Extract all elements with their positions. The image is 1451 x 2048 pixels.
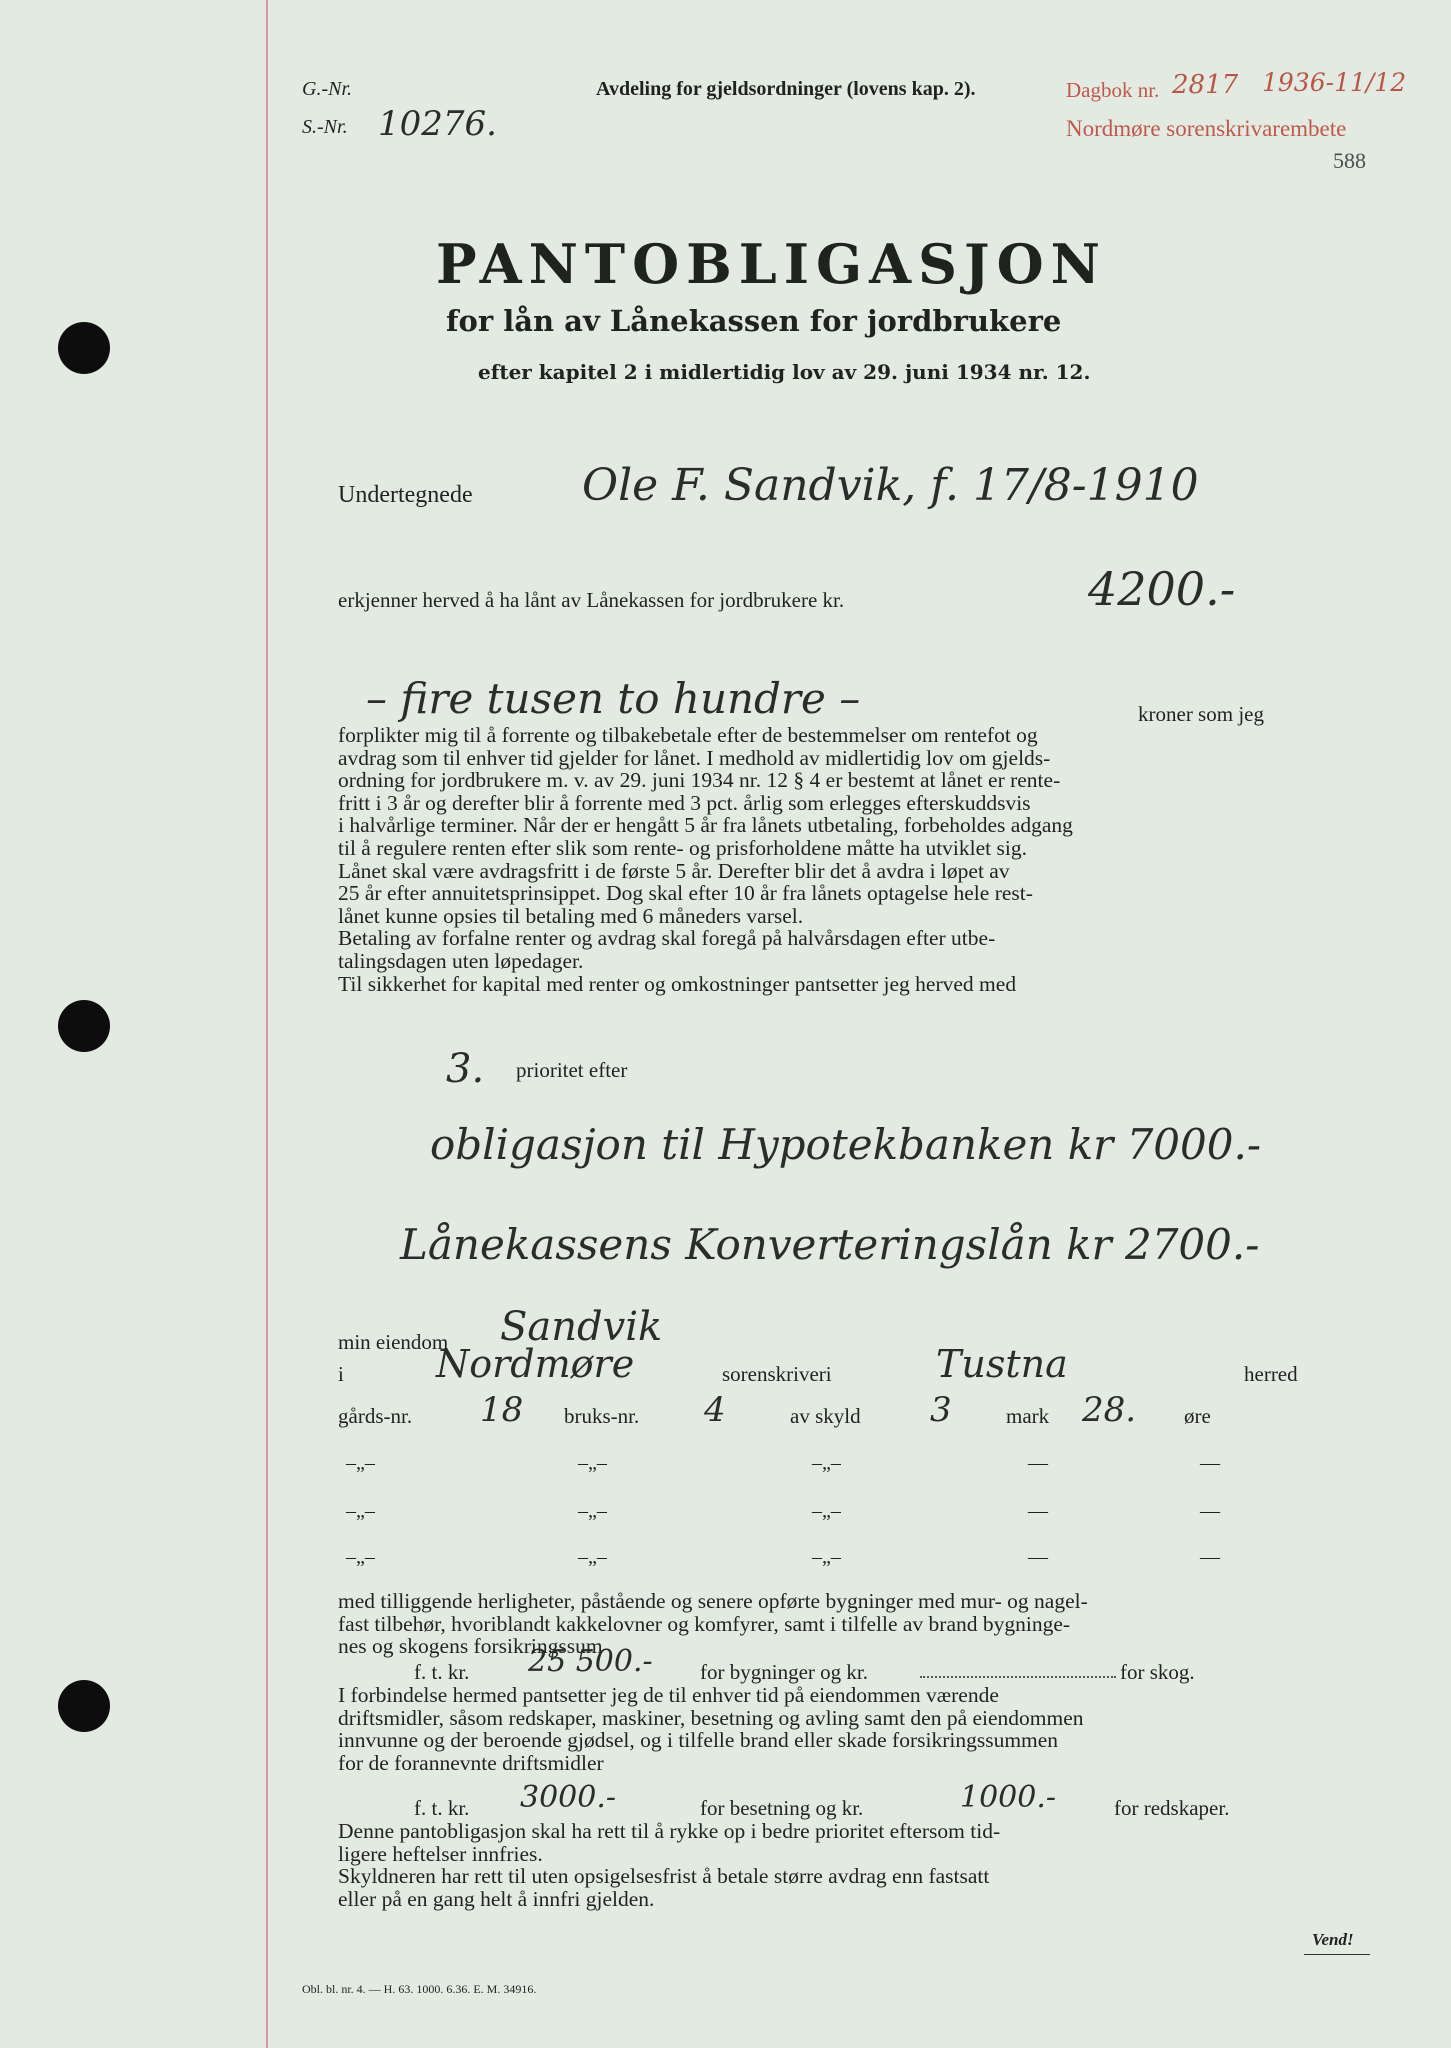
print-reference: Obl. bl. nr. 4. — H. 63. 1000. 6.36. E. M. 34916. [302,1982,537,1996]
terms-line: ordning for jordbrukere m. v. av 29. juni 1934 nr. 12 § 4 er bestemt at lånet er rente- [338,768,1061,793]
terms-line: avdrag som til enhver tid gjelder for lånet. I medhold av midlertidig lov om gjelds- [338,745,1051,770]
terms-line: i halvårlige terminer. Når der er hengått 5 år fra lånets utbetaling, forbeholdes adgang [338,813,1073,838]
document-subtitle: for lån av Lånekassen for jordbrukere [446,304,1062,338]
g-nr-label: G.-Nr. [302,78,353,100]
document-title: PANTOBLIGASJON [436,232,1107,296]
bruks-nr-value: 4 [704,1390,726,1430]
closing-line: ligere heftelser innfries. [338,1841,543,1866]
ditto-mark: –„– [578,1546,607,1568]
ditto-mark: –„– [812,1452,841,1474]
priority-label: prioritet efter [516,1058,628,1082]
skog-label: for skog. [1120,1660,1195,1684]
s-nr-value: 10276. [378,104,497,144]
appurtenances-line: fast tilbehør, hvoriblandt kakkelovner og komfyrer, samt i tilfelle av brand bygninge- [338,1611,1071,1636]
ore-label: øre [1184,1404,1211,1428]
loan-amount: 4200.- [1088,562,1236,616]
besetning-value: 3000.- [520,1780,617,1815]
dash-mark: — [1028,1546,1048,1568]
avdeling-text: Avdeling for gjeldsordninger (lovens kap. 2). [596,78,976,100]
dagbok-label: Dagbok nr. [1066,78,1160,102]
terms-line: til å regulere renten efter slik som rente- og prisforholdene måtte ha utviklet sig. [338,835,1027,860]
vend-note: Vend! [1312,1930,1354,1949]
i-label: i [338,1362,344,1386]
closing-paragraph [338,1820,1000,1910]
driftsmidler-paragraph [338,1684,1084,1774]
dash-mark: — [1200,1452,1220,1474]
gards-nr-value: 18 [480,1390,524,1430]
appurtenances-line: med tilliggende herligheter, påstående og senere opførte bygninger med mur- og nagel- [338,1589,1088,1613]
redskaper-label: for redskaper. [1114,1796,1230,1820]
ditto-mark: –„– [578,1500,607,1522]
dash-mark: — [1200,1500,1220,1522]
driftsmidler-line: driftsmidler, såsom redskaper, maskiner, besetning og avling samt den på eiendommen [338,1705,1084,1730]
closing-line: eller på en gang helt å innfri gjelden. [338,1886,655,1911]
skyld-mark-value: 3 [930,1390,952,1430]
vend-underline [1304,1954,1370,1955]
ditto-mark: –„– [346,1546,375,1568]
skog-value-blank [920,1676,1116,1678]
ore-value: 28. [1082,1390,1137,1430]
skyld-label: av skyld [790,1404,861,1428]
borrower-name: Ole F. Sandvik, f. 17/8-1910 [582,460,1199,511]
closing-line: Denne pantobligasjon skal ha rett til å rykke op i bedre prioritet eftersom tid- [338,1819,1001,1843]
dagbok-nr: 2817 [1172,70,1239,100]
besetning-label: for besetning og kr. [700,1796,864,1820]
bruks-nr-label: bruks-nr. [564,1404,640,1428]
amount-in-words: – fire tusen to hundre – [366,674,861,723]
redskaper-value: 1000.- [960,1780,1057,1815]
herred-label: herred [1244,1362,1298,1386]
sorenskriveri-label: sorenskriveri [722,1362,832,1386]
eiendom-label: min eiendom [338,1330,449,1354]
ditto-mark: –„– [812,1546,841,1568]
appurtenances-paragraph [338,1590,1088,1658]
ditto-mark: –„– [346,1500,375,1522]
folio-number: 588 [1333,148,1366,173]
dagbok-date: 1936-11/12 [1262,68,1407,97]
loan-statement: erkjenner herved å ha lånt av Lånekassen for jordbrukere kr. [338,588,845,612]
priority-encumbrance-1: obligasjon til Hypotekbanken kr 7000.- [430,1120,1262,1169]
property-name: Sandvik [500,1304,663,1350]
terms-line: lånet kunne opsies til betaling med 6 måneders varsel. [338,903,804,928]
terms-line: fritt i 3 år og derefter blir å forrente med 3 pct. årlig som erlegges efterskuddsvis [338,790,1031,815]
terms-line: talingsdagen uten løpedager. [338,948,584,973]
district-name: Nordmøre [436,1342,635,1386]
terms-line: forplikter mig til å forrente og tilbakebetale efter de bestemmelser om rentefot og [338,723,1038,747]
ditto-mark: –„– [578,1452,607,1474]
bygninger-value: 25 500.- [528,1644,653,1679]
s-nr-label: S.-Nr. [302,116,348,138]
margin-rule [266,0,268,2048]
office-stamp: Nordmøre sorenskrivarembete [1066,116,1347,141]
herred-name: Tustna [936,1342,1068,1386]
bygninger-label: for bygninger og kr. [700,1660,868,1684]
dash-mark: — [1028,1500,1048,1522]
terms-line: Lånet skal være avdragsfritt i de første 5 år. Derefter blir det å avdra i løpet av [338,858,1010,883]
driftsmidler-line: I forbindelse hermed pantsetter jeg de til enhver tid på eiendommen værende [338,1683,999,1707]
ft-kr-label: f. t. kr. [414,1660,470,1684]
punch-hole [58,322,110,374]
priority-number: 3. [446,1046,485,1092]
undertegnede-label: Undertegnede [338,482,473,508]
driftsmidler-line: innvunne og der beroende gjødsel, og i tilfelle brand eller skade forsikringssummen [338,1728,1059,1753]
kroner-label: kroner som jeg [1138,702,1264,726]
gards-nr-label: gårds-nr. [338,1404,413,1428]
punch-hole [58,1680,110,1732]
punch-hole [58,1000,110,1052]
dash-mark: — [1028,1452,1048,1474]
driftsmidler-line: for de forannevnte driftsmidler [338,1750,604,1775]
terms-line: Betaling av forfalne renter og avdrag skal foregå på halvårsdagen efter utbe- [338,926,996,951]
ditto-mark: –„– [812,1500,841,1522]
terms-paragraph [338,724,1073,995]
terms-line: Til sikkerhet for kapital med renter og omkostninger pantsetter jeg herved med [338,971,1017,996]
mark-label: mark [1006,1404,1050,1428]
appurtenances-line: nes og skogens forsikringssum [338,1634,603,1659]
ditto-mark: –„– [346,1452,375,1474]
legal-basis: efter kapitel 2 i midlertidig lov av 29. juni 1934 nr. 12. [478,360,1091,384]
closing-line: Skyldneren har rett til uten opsigelsesfrist å betale større avdrag enn fastsatt [338,1864,990,1889]
dash-mark: — [1200,1546,1220,1568]
terms-line: 25 år efter annuitetsprinsippet. Dog skal efter 10 år fra lånets optagelse hele rest- [338,881,1033,906]
priority-encumbrance-2: Lånekassens Konverteringslån kr 2700.- [400,1220,1260,1269]
ft-kr-label: f. t. kr. [414,1796,470,1820]
